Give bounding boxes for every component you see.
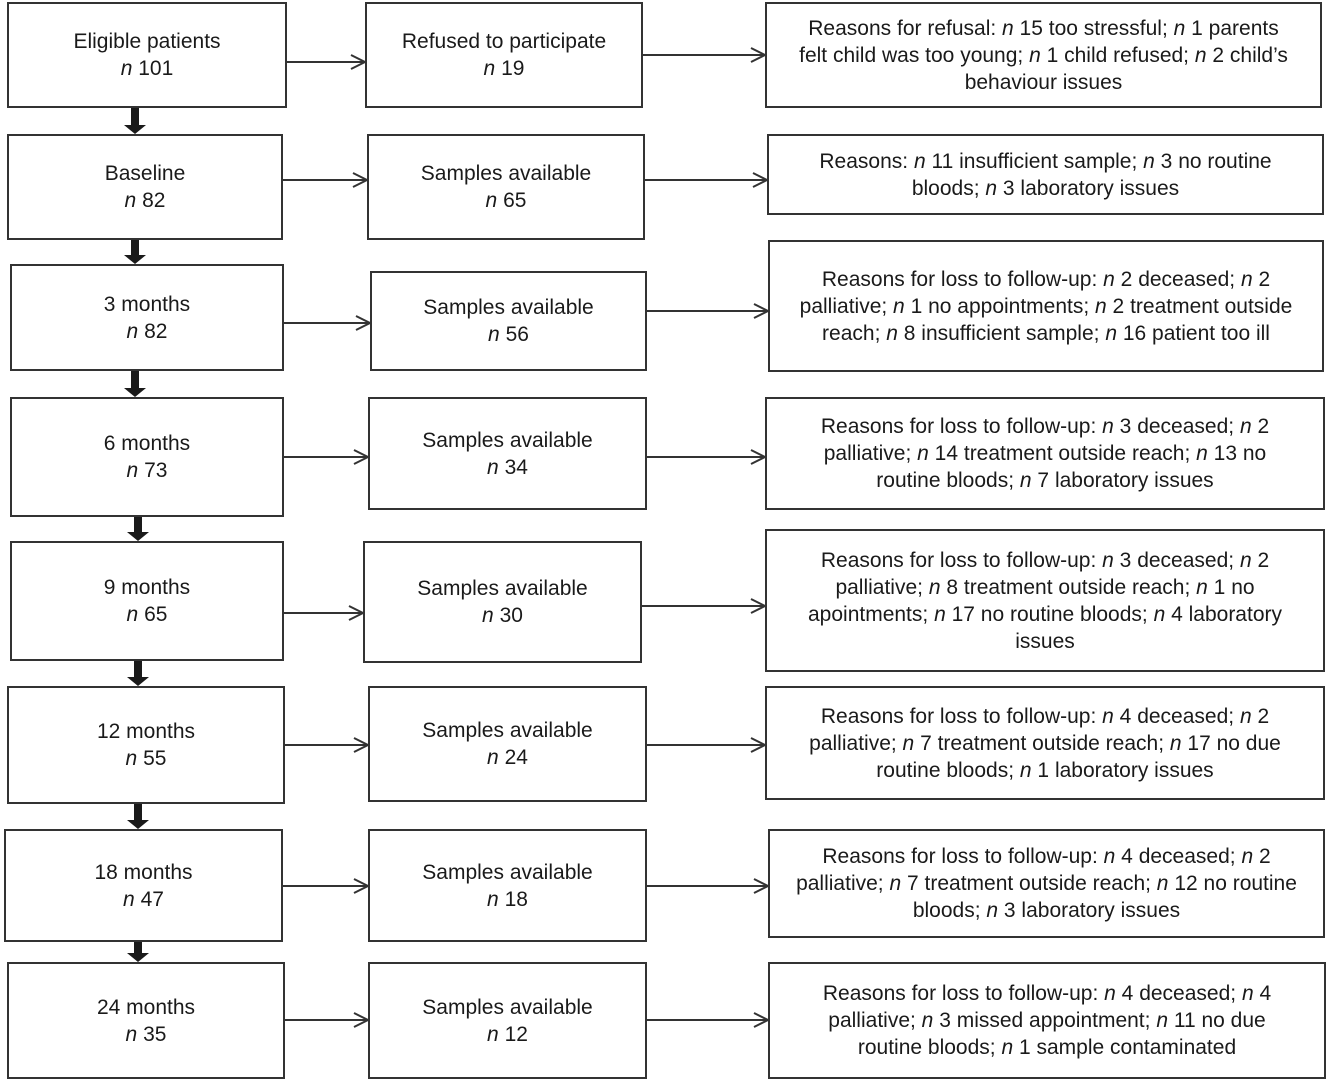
samples-count: n 30 [482,604,523,627]
samples-count: n 12 [487,1022,528,1046]
stage-count-value: 47 [140,887,164,911]
reason-text: Reasons for loss to follow-up: n 4 deceased; n 4 palliative; n 3 missed appointment; n 11 no due routine bloods; n 1 sample contaminated [822,982,1272,1059]
samples-count-value: 19 [501,57,525,80]
stage-box-3 [10,397,284,517]
reason-text: Reasons for loss to follow-up: n 4 deceased; n 2 palliative; n 7 treatment outside reach; n 12 no routine bloods; n 3 laboratory issues [796,845,1297,922]
stage-count-value: 65 [144,603,168,626]
samples-count-value: 12 [504,1022,528,1046]
reason-text: Reasons for loss to follow-up: n 3 deceased; n 2 palliative; n 8 treatment outside reach; n 1 no apointments; n 17 no routine bloods; n 4 laboratory issues [807,548,1282,653]
samples-box-3 [368,397,647,510]
samples-title: Samples available [420,162,592,185]
stage-box-7 [7,962,285,1079]
stage-title: 18 months [94,860,193,884]
arrow-down-1-stem [131,240,139,256]
arrow-down-4-stem [134,661,142,678]
samples-title: Refused to participate [401,30,607,53]
arrow-down-5-stem [134,804,142,821]
samples-count-value: 18 [504,887,528,911]
arrow-down-2-stem [131,371,139,389]
stage-count: n 47 [123,887,164,911]
samples-count-value: 56 [505,323,529,346]
reason-box-3 [765,397,1325,510]
reason-text: Reasons for loss to follow-up: n 4 deceased; n 2 palliative; n 7 treatment outside reach; n 17 no due routine bloods; n 1 laboratory issues [809,704,1281,782]
stage-count-value: 101 [138,57,174,80]
stage-count: n 82 [126,319,168,343]
samples-title: Samples available [422,719,593,742]
reason-text: Reasons for loss to follow-up: n 2 deceased; n 2 palliative; n 1 no appointments; n 2 treatment outside reach; n 8 insufficient sample; n 16 patient too ill [799,267,1293,345]
arrow-down-6-head [127,953,149,962]
reason-box-7 [768,962,1326,1079]
stage-title: 3 months [103,292,191,316]
arrow-down-6-stem [134,942,142,954]
stage-count: n 82 [124,189,166,212]
samples-box-4 [363,541,642,663]
stage-box-6 [4,829,283,942]
samples-count-value: 24 [504,746,528,769]
reason-text: Reasons for loss to follow-up: n 3 deceased; n 2 palliative; n 14 treatment outside reach; n 13 no routine bloods; n 7 laboratory issues [820,415,1270,492]
stage-box-5 [7,686,285,804]
stage-count: n 73 [126,459,168,482]
stage-count-value: 82 [144,319,168,343]
reason-box-5 [765,686,1325,800]
samples-box-7 [368,962,647,1079]
arrow-down-0-stem [131,108,139,126]
arrow-down-1-head [124,255,146,264]
samples-box-1 [367,134,645,240]
samples-count-value: 34 [504,455,528,479]
stage-box-1 [7,134,283,240]
arrow-down-0-head [124,125,146,134]
stage-title: 9 months [103,576,191,599]
stage-count-value: 73 [144,459,168,482]
stage-title: 24 months [96,995,196,1019]
arrow-down-5-head [127,820,149,829]
arrow-down-3-head [127,532,149,541]
samples-title: Samples available [417,577,588,600]
reason-text: Reasons: n 11 insufficient sample; n 3 no routine bloods; n 3 laboratory issues [819,149,1272,200]
samples-count: n 65 [485,189,527,212]
arrow-down-3-stem [134,517,142,533]
stage-title: Baseline [104,162,186,185]
stage-title: Eligible patients [73,30,221,53]
arrow-down-2-head [124,388,146,397]
stage-count: n 101 [120,57,174,80]
samples-count: n 18 [487,887,528,911]
samples-count: n 56 [488,323,529,346]
samples-title: Samples available [423,296,594,319]
samples-box-2 [370,271,647,371]
samples-title: Samples available [422,428,593,452]
stage-box-0 [7,2,287,108]
stage-box-2 [10,264,284,371]
samples-box-6 [368,829,647,942]
reason-box-1 [767,134,1324,215]
samples-count: n 34 [487,455,528,479]
samples-count-value: 30 [499,604,523,627]
stage-count-value: 82 [142,189,166,212]
stage-title: 12 months [96,720,196,743]
stage-count: n 65 [126,603,168,626]
reason-box-0 [765,2,1322,108]
reason-box-2 [768,240,1324,372]
stage-count-value: 35 [143,1022,167,1046]
stage-box-4 [10,541,284,661]
samples-count: n 19 [483,57,525,80]
samples-box-5 [368,686,647,802]
reason-text: Reasons for refusal: n 15 too stressful; n 1 parents felt child was too young; n 1 child refused; n 2 child’s behaviour issues [799,16,1288,94]
samples-box-0 [365,2,643,108]
samples-title: Samples available [422,860,593,884]
stage-count: n 55 [125,747,167,770]
samples-count-value: 65 [503,189,527,212]
reason-box-6 [768,829,1325,938]
arrow-down-4-head [127,677,149,686]
samples-title: Samples available [422,995,593,1019]
stage-count-value: 55 [143,747,167,770]
samples-count: n 24 [487,746,528,769]
reason-box-4 [765,529,1325,672]
stage-title: 6 months [103,432,191,455]
stage-count: n 35 [125,1022,167,1046]
